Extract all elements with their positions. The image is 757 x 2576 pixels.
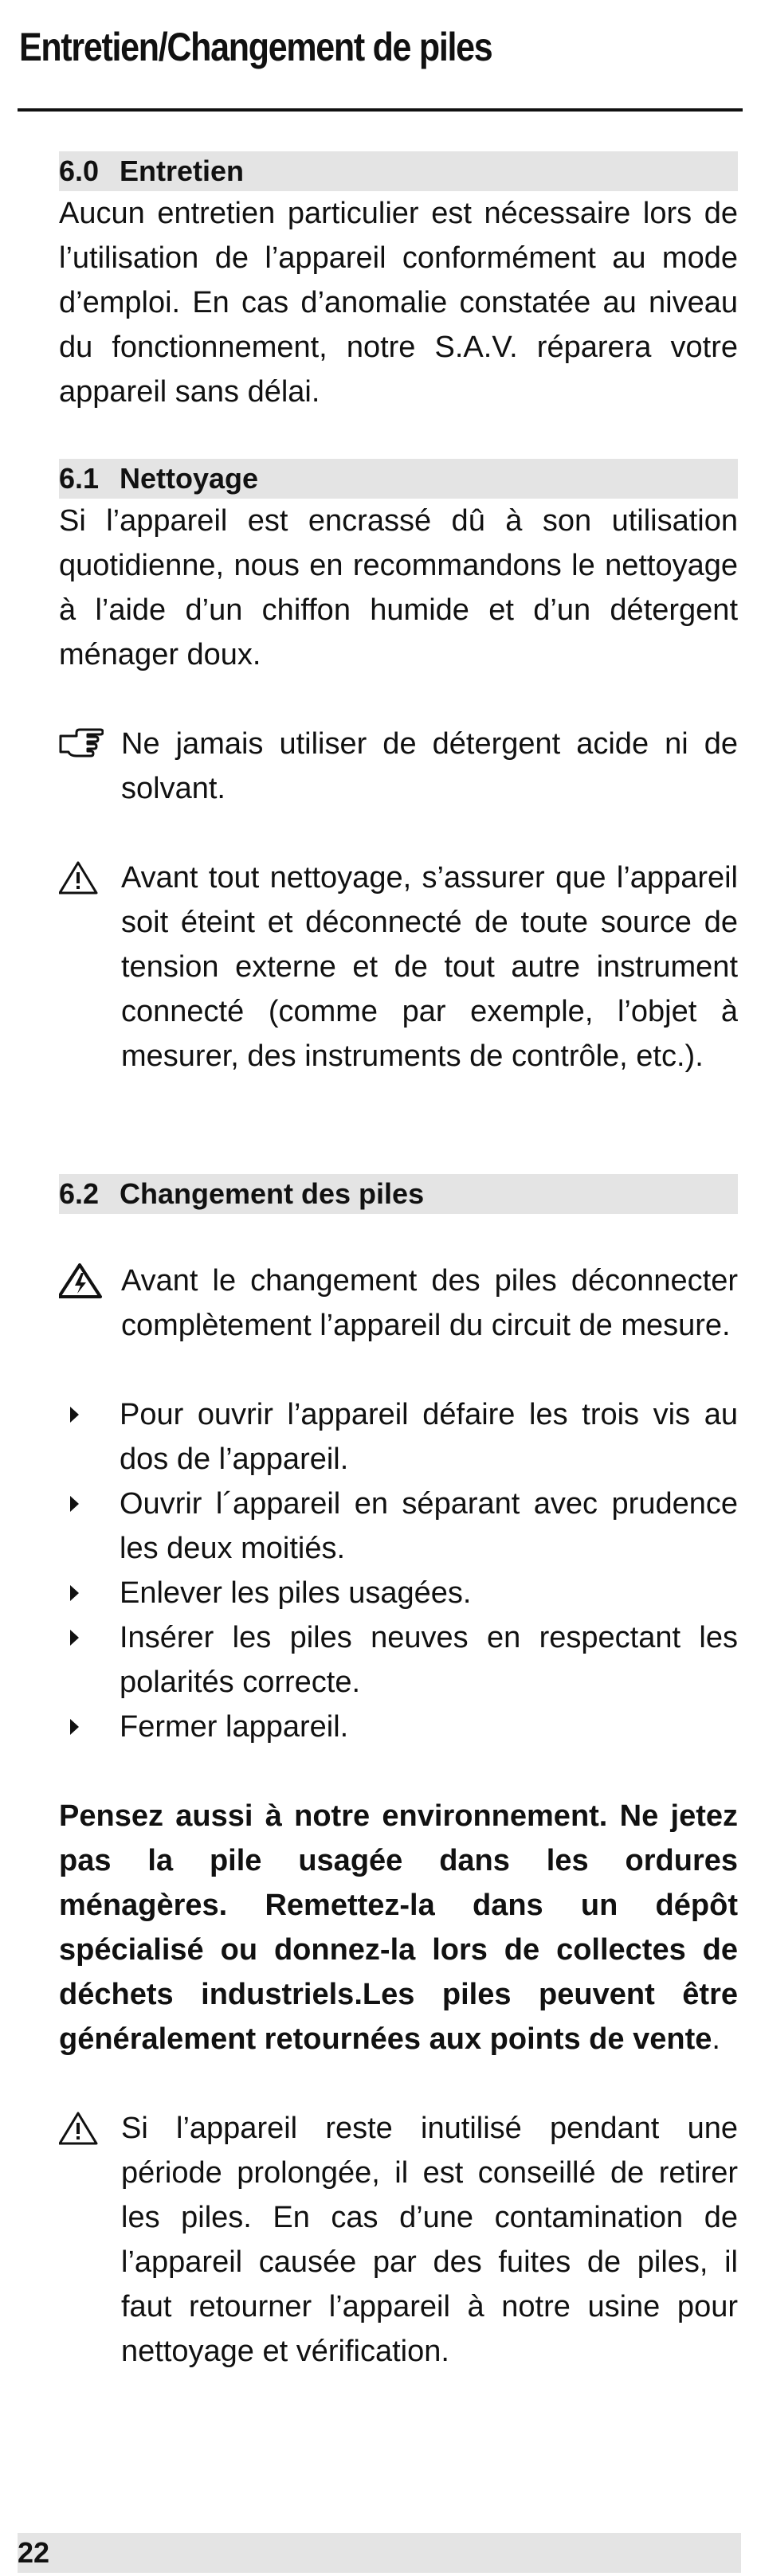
triangle-bullet-icon (70, 1407, 79, 1423)
entretien-paragraph: Aucun entretien particulier est nécessaire lors de l’utilisation de l’appareil conformément au mode d’emploi. En cas d’anomalie constatée au niveau du fonctionnement, notre S.A.V. réparera votre appareil sans délai. (59, 197, 738, 409)
main-content (59, 151, 738, 2374)
warning-triangle-icon (59, 860, 104, 895)
warning-note (59, 855, 738, 1079)
environment-period: . (712, 2022, 720, 2056)
section-heading-entretien (59, 151, 738, 191)
section-heading-nettoyage (59, 459, 738, 499)
danger-text: Avant le changement des piles déconnecter complètement l’appareil du circuit de mesure. (121, 1264, 738, 1342)
section-title: Changement des piles (120, 1177, 425, 1210)
warning-text: Avant tout nettoyage, s’assurer que l’appareil soit éteint et déconnecté de toute source de tension externe et de tout autre instrument connecté (comme par exemple, l’objet à mesurer, des instruments de contrôle, etc.). (121, 861, 738, 1073)
section-number: 6.0 (59, 155, 100, 187)
nettoyage-paragraph: Si l’appareil est encrassé dû à son utilisation quotidienne, nous en recommandons le nettoyage à l’aide d’un chiffon humide et d’un détergent ménager doux. (59, 504, 738, 671)
list-item: Enlever les piles usagées. (59, 1571, 738, 1615)
section-number: 6.1 (59, 462, 100, 495)
pointing-hand-icon (59, 726, 104, 761)
high-voltage-warning-icon (59, 1263, 104, 1298)
section-heading-changement-piles (59, 1174, 738, 1214)
section-number: 6.2 (59, 1177, 100, 1210)
footer-bar (18, 2533, 741, 2573)
title-divider (18, 108, 743, 112)
page-number: 22 (18, 2536, 50, 2569)
storage-warning-text: Si l’appareil reste inutilisé pendant une période prolongée, il est conseillé de retirer les piles. En cas d’une contamination de l’appareil causée par des fuites de piles, il faut retourner l’appareil à notre usine pour nettoyage et vérification. (121, 2112, 738, 2368)
triangle-bullet-icon (70, 1719, 79, 1735)
list-item: Ouvrir l´appareil en séparant avec prudence les deux moitiés. (59, 1482, 738, 1571)
section-title: Nettoyage (120, 462, 259, 495)
environment-text: Pensez aussi à notre environnement. Ne jetez pas la pile usagée dans les ordures ménagères. Remettez-la dans un dépôt spécialisé ou donnez-la lors de collectes de déchets industriels.Les piles peuvent être généralement retournées aux points de vente (59, 1799, 738, 2056)
triangle-bullet-icon (70, 1585, 79, 1601)
triangle-bullet-icon (70, 1630, 79, 1646)
storage-warning-note (59, 2106, 738, 2374)
list-item: Fermer lappareil. (59, 1705, 738, 1749)
triangle-bullet-icon (70, 1496, 79, 1512)
list-item: Insérer les piles neuves en respectant les polarités correcte. (59, 1615, 738, 1705)
warning-triangle-icon (59, 2111, 104, 2146)
danger-note (59, 1259, 738, 1348)
page-title: Entretien/Changement de piles (19, 25, 492, 69)
steps-list (59, 1392, 738, 1749)
section-title: Entretien (120, 155, 245, 187)
environment-notice (59, 1794, 738, 2061)
list-item: Pour ouvrir l’appareil défaire les trois vis au dos de l’appareil. (59, 1392, 738, 1482)
hint-note (59, 722, 738, 811)
hint-text: Ne jamais utiliser de détergent acide ni de solvant. (121, 727, 738, 805)
